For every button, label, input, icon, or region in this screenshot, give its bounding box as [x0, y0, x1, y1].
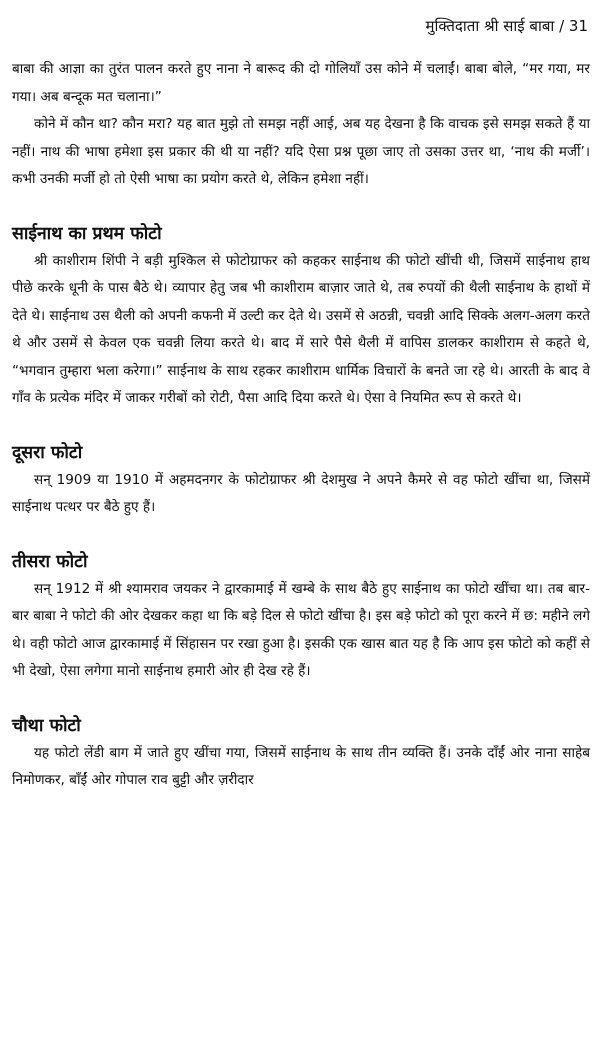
- section-heading-second-photo: दूसरा फोटो: [12, 442, 83, 463]
- section-heading-fourth-photo: चौथा फोटो: [12, 715, 81, 736]
- section-heading-third-photo: तीसरा फोटो: [12, 551, 88, 572]
- section-spacer: [12, 194, 590, 220]
- section-paragraph-fourth-photo: यह फोटो लेंडी बाग में जाते हुए खींचा गया, जिसमें साईनाथ के साथ तीन व्यक्ति हैं। उनके दाँईं ओर नाना साहेब निमोणकर, बाँईं ओर गोपाल राव बुट्टी और ज़रीदार: [12, 744, 590, 788]
- header-separator: /: [554, 17, 569, 35]
- page-number: 31: [568, 17, 588, 35]
- section-spacer: [12, 522, 590, 548]
- book-title: मुक्तिदाता श्री साई बाबा: [425, 17, 555, 35]
- section-paragraph-third-photo: सन् 1912 में श्री श्यामराव जयकर ने द्वारकामाई में खम्बे के साथ बैठे हुए साईनाथ का फोटो खींचा था। तब बार-बार बाबा ने फोटो की ओर देखकर कहा था कि बड़े दिल से फोटो खींचा है। इस बड़े फोटो को पूरा करने में छ: महीने लगे थे। वही फोटो आज द्वारकामाई में सिंहासन पर रखा हुआ है। इसकी एक खास बात यह है कि आप इस फोटो को कहीं से भी देखो, ऐसा लगेगा मानो साईनाथ हमारी ओर ही देख रहे हैं।: [12, 580, 590, 679]
- section-paragraph-second-photo: सन् 1909 या 1910 में अहमदनगर के फोटोग्राफर श्री देशमुख ने अपने कैमरे से वह फोटो खींचा था, जिसमें साईनाथ पत्थर पर बैठे हुए हैं।: [12, 471, 590, 515]
- section-spacer: [12, 413, 590, 439]
- intro-paragraph-1: बाबा की आज्ञा का तुरंत पालन करते हुए नाना ने बारूद की दो गोलियाँ उस कोने में चलाईं। बाबा बोले, “मर गया, मर गया। अब बन्दूक मत चलाना।”: [12, 61, 590, 105]
- section-spacer: [12, 686, 590, 712]
- section-heading-first-photo: साईनाथ का प्रथम फोटो: [12, 223, 162, 244]
- section-paragraph-first-photo: श्री काशीराम शिंपी ने बड़ी मुश्किल से फोटोग्राफर को कहकर साईनाथ की फोटो खींची थी, जिसमें साईनाथ हाथ पीछे करके धूनी के पास बैठे थे। व्यापार हेतु जब भी काशीराम बाज़ार जाते थे, तब रुपयों की थैली साईनाथ के हाथों में देते थे। साईनाथ उस थैली को अपनी कफनी में उल्टी कर देते थे। उसमें से अठन्नी, चवन्नी आदि सिक्के अलग-अलग करते थे और उसमें से केवल एक चवन्नी लिया करते थे। बाद में सारे पैसे थैली में वापिस डालकर काशीराम से कहते थे, “भगवान तुम्हारा भला करेगा।” साईनाथ के साथ रहकर काशीराम धार्मिक विचारों के बनते जा रहे थे। आरती के बाद वे गाँव के प्रत्येक मंदिर में जाकर गरीबों को रोटी, पैसा आदि दिया करते थे। ऐसा वे नियमित रूप से करते थे।: [12, 252, 590, 406]
- running-header: [12, 14, 590, 38]
- intro-paragraph-2: कोने में कौन था? कौन मरा? यह बात मुझे तो समझ नहीं आई, अब यह देखना है कि वाचक इसे समझ सकते हैं या नहीं। नाथ की भाषा हमेशा इस प्रकार की थी या नहीं? यदि ऐसा प्रश्न पूछा जाए तो उसका उत्तर था, ‘नाथ की मर्जी’। कभी उनकी मर्जी हो तो ऐसी भाषा का प्रयोग करते थे, लेकिन हमेशा नहीं।: [12, 116, 590, 187]
